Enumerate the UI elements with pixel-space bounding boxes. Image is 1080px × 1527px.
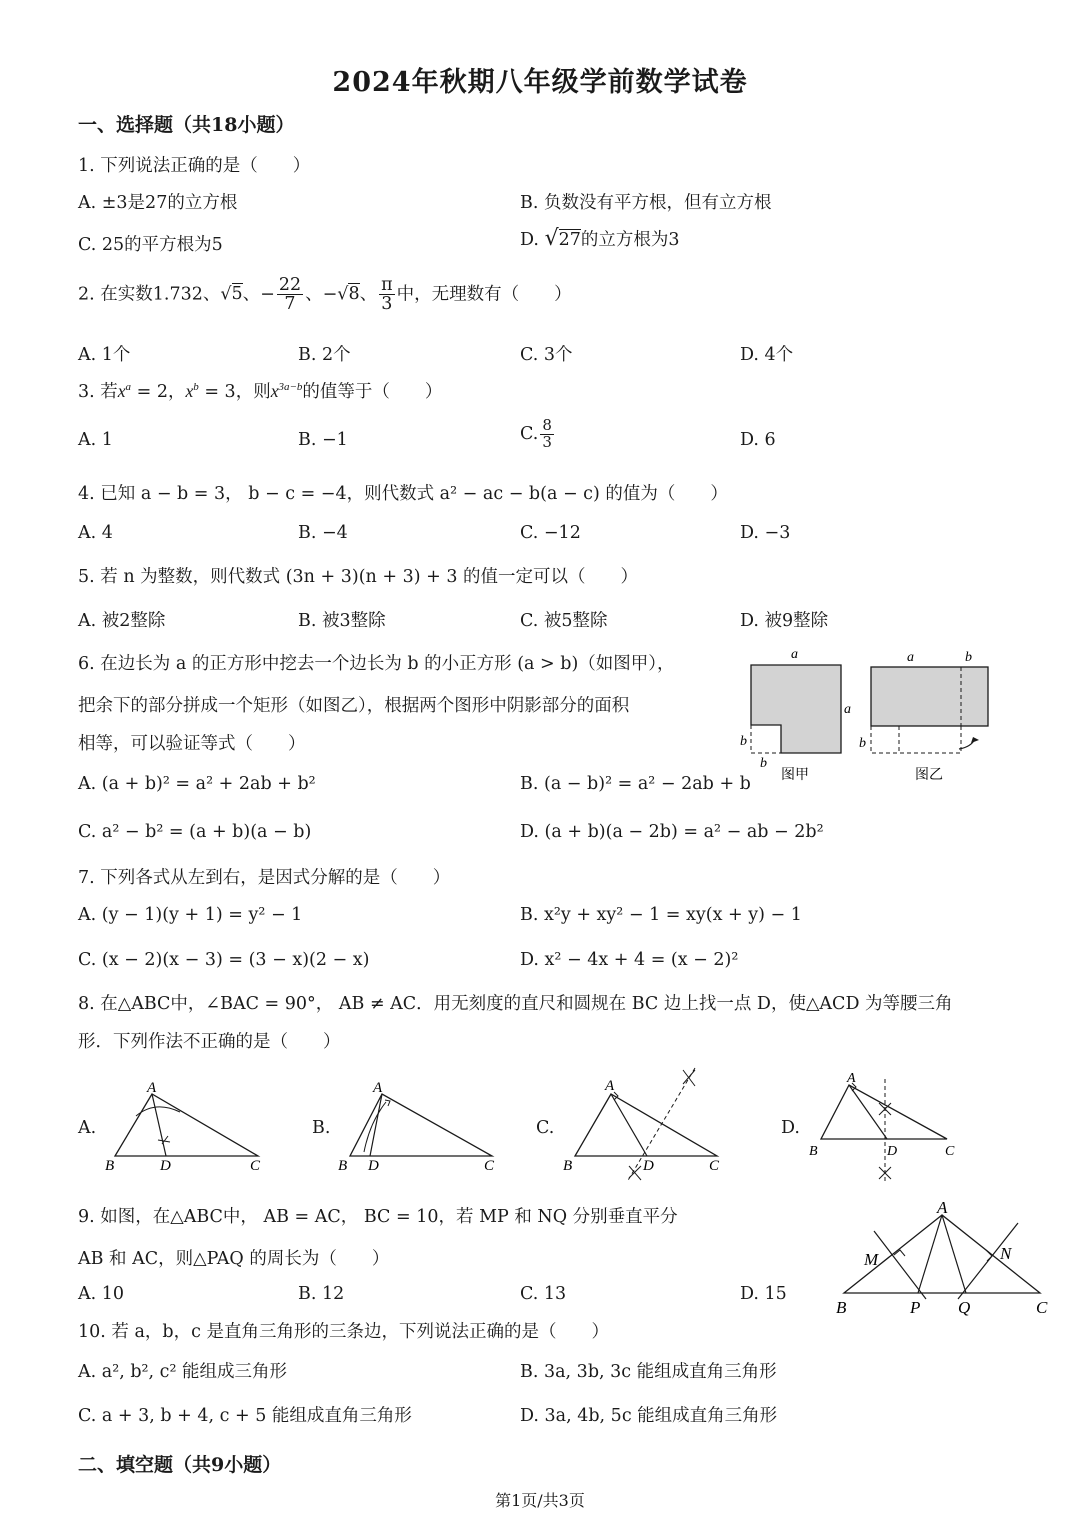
svg-text:N: N xyxy=(1000,1244,1012,1263)
q5-option-b: B. 被3整除 xyxy=(298,611,386,631)
q7-option-a: A. (y − 1)(y + 1) = y² − 1 xyxy=(78,905,303,925)
section-heading-choice: 一、选择题（共18小题） xyxy=(78,114,295,136)
svg-text:A: A xyxy=(373,1080,383,1096)
svg-text:B: B xyxy=(836,1298,847,1317)
q9-option-c: C. 13 xyxy=(520,1284,567,1304)
q2-option-a: A. 1个 xyxy=(78,345,131,365)
question-5-stem: 5. 若 n 为整数，则代数式 (3n + 3)(n + 3) + 3 的值一定可以（ ） xyxy=(78,567,639,587)
svg-text:B: B xyxy=(809,1144,818,1159)
q8-option-c: C. xyxy=(536,1118,555,1138)
q6-figures xyxy=(735,645,1000,785)
svg-text:Q: Q xyxy=(958,1298,971,1317)
q4-option-c: C. −12 xyxy=(520,523,581,543)
svg-text:a: a xyxy=(907,650,914,665)
q3-option-b: B. −1 xyxy=(298,430,348,450)
svg-text:图甲: 图甲 xyxy=(781,768,809,783)
q4-option-b: B. −4 xyxy=(298,523,348,543)
page-title: 2024年秋期八年级学前数学试卷 xyxy=(332,67,748,98)
svg-text:b: b xyxy=(859,736,866,751)
svg-text:b: b xyxy=(965,650,972,665)
q10-option-d: D. 3a, 4b, 5c 能组成直角三角形 xyxy=(520,1406,778,1426)
q9-option-b: B. 12 xyxy=(298,1284,345,1304)
q4-option-d: D. −3 xyxy=(740,523,791,543)
question-2-stem: 2. 在实数1.732、√5、− $\frac{22}{7}$ 、−√8、 $\frac{\pi}{3}$ 中，无理数有（ ） xyxy=(78,275,572,315)
q1-option-c: C. 25的平方根为5 xyxy=(78,235,223,255)
question-3-stem: 3. 若$x^a = 2$，$x^b = 3$，则$x^{3a-b}$的值等于（ ） xyxy=(78,381,443,402)
svg-text:A: A xyxy=(605,1078,615,1094)
q7-option-d: D. x² − 4x + 4 = (x − 2)² xyxy=(520,950,739,970)
q9-option-d: D. 15 xyxy=(740,1284,787,1304)
question-9-line-1: 9. 如图，在△ABC中， AB = AC， BC = 10，若 MP 和 NQ 分别垂直平分 xyxy=(78,1207,678,1227)
q6-option-b: B. (a − b)² = a² − 2ab + b xyxy=(520,774,751,794)
q8-figure-b xyxy=(330,1072,510,1182)
svg-text:C: C xyxy=(250,1158,261,1174)
q10-option-c: C. a + 3, b + 4, c + 5 能组成直角三角形 xyxy=(78,1406,412,1426)
question-4-stem: 4. 已知 a − b = 3， b − c = −4，则代数式 a² − ac − b(a − c) 的值为（ ） xyxy=(78,484,728,504)
q8-option-b: B. xyxy=(312,1118,331,1138)
svg-text:B: B xyxy=(563,1158,573,1174)
question-10-stem: 10. 若 a，b，c 是直角三角形的三条边，下列说法正确的是（ ） xyxy=(78,1322,609,1342)
svg-text:C: C xyxy=(1036,1298,1048,1317)
q6-option-d: D. (a + b)(a − 2b) = a² − ab − 2b² xyxy=(520,822,824,842)
svg-text:C: C xyxy=(709,1158,720,1174)
svg-text:A: A xyxy=(147,1080,157,1096)
svg-text:C: C xyxy=(484,1158,495,1174)
q1-option-a: A. ±3是27的立方根 xyxy=(78,193,238,213)
q3-option-a: A. 1 xyxy=(78,430,113,450)
q2-option-d: D. 4个 xyxy=(740,345,794,365)
q6-option-c: C. a² − b² = (a + b)(a − b) xyxy=(78,822,312,842)
svg-text:图乙: 图乙 xyxy=(915,768,943,783)
question-6-line-3: 相等，可以验证等式（ ） xyxy=(78,734,306,754)
q5-option-c: C. 被5整除 xyxy=(520,611,608,631)
svg-text:D: D xyxy=(368,1158,379,1174)
svg-text:P: P xyxy=(910,1298,921,1317)
svg-text:D: D xyxy=(160,1158,171,1174)
q7-option-c: C. (x − 2)(x − 3) = (3 − x)(2 − x) xyxy=(78,950,370,970)
q8-figure-c xyxy=(555,1060,735,1185)
figure-yi xyxy=(859,650,988,783)
section-heading-fill: 二、填空题（共9小题） xyxy=(78,1454,282,1476)
q6-option-a: A. (a + b)² = a² + 2ab + b² xyxy=(78,774,316,794)
svg-text:D: D xyxy=(887,1144,898,1159)
svg-text:B: B xyxy=(105,1158,115,1174)
svg-text:a: a xyxy=(844,702,851,717)
figure-jia xyxy=(740,647,851,783)
q10-option-a: A. a², b², c² 能组成三角形 xyxy=(78,1362,288,1382)
q5-option-a: A. 被2整除 xyxy=(78,611,166,631)
svg-text:A: A xyxy=(937,1198,948,1217)
question-1-stem: 1. 下列说法正确的是（ ） xyxy=(78,156,311,176)
question-8-line-2: 形．下列作法不正确的是（ ） xyxy=(78,1032,341,1052)
svg-text:b: b xyxy=(740,734,747,749)
svg-text:C: C xyxy=(945,1144,955,1159)
q3-option-d: D. 6 xyxy=(740,430,776,450)
q9-figure xyxy=(830,1195,1060,1325)
q7-option-b: B. x²y + xy² − 1 = xy(x + y) − 1 xyxy=(520,905,802,925)
question-8-line-1: 8. 在△ABC中，∠BAC = 90°， AB ≠ AC．用无刻度的直尺和圆规在 BC 边上找一点 D，使△ACD 为等腰三角 xyxy=(78,994,953,1014)
svg-text:a: a xyxy=(791,647,798,662)
q9-option-a: A. 10 xyxy=(78,1284,125,1304)
svg-text:b: b xyxy=(760,756,767,771)
svg-text:A: A xyxy=(847,1071,856,1086)
q8-figure-d xyxy=(805,1065,970,1185)
question-9-line-2: AB 和 AC，则△PAQ 的周长为（ ） xyxy=(78,1249,390,1269)
q10-option-b: B. 3a, 3b, 3c 能组成直角三角形 xyxy=(520,1362,777,1382)
q2-option-c: C. 3个 xyxy=(520,345,573,365)
q4-option-a: A. 4 xyxy=(78,523,113,543)
svg-text:B: B xyxy=(338,1158,348,1174)
question-6-line-2: 把余下的部分拼成一个矩形（如图乙），根据两个图形中阴影部分的面积 xyxy=(78,696,630,716)
q1-option-d: D. √27的立方根为3 xyxy=(520,226,680,251)
q2-option-b: B. 2个 xyxy=(298,345,351,365)
q8-option-a: A. xyxy=(78,1118,97,1138)
q3-option-c: C. $\frac{8}{3}$ xyxy=(520,416,552,451)
svg-text:D: D xyxy=(643,1158,654,1174)
q5-option-d: D. 被9整除 xyxy=(740,611,829,631)
q8-figure-a xyxy=(100,1072,270,1182)
page-footer: 第1页/共3页 xyxy=(495,1491,585,1510)
question-6-line-1: 6. 在边长为 a 的正方形中挖去一个边长为 b 的小正方形 (a > b)（如图甲）， xyxy=(78,654,675,674)
q8-option-d: D. xyxy=(781,1118,800,1138)
q1-option-b: B. 负数没有平方根，但有立方根 xyxy=(520,193,772,213)
svg-text:M: M xyxy=(864,1250,879,1269)
question-7-stem: 7. 下列各式从左到右，是因式分解的是（ ） xyxy=(78,868,451,888)
